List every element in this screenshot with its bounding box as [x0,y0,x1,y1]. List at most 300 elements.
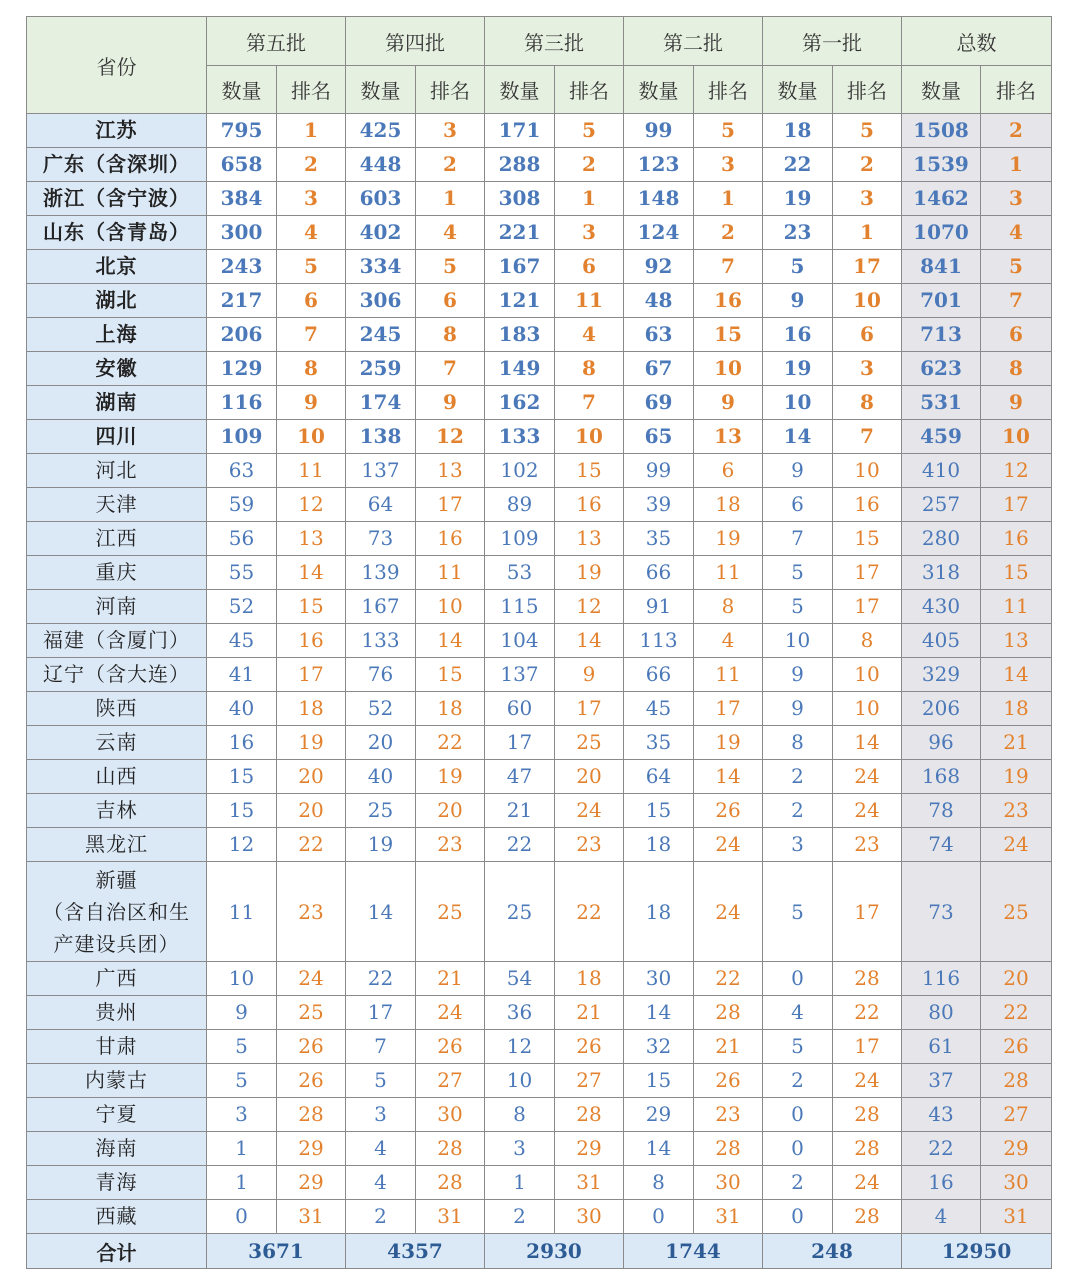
rank-cell: 17 [833,590,902,624]
rank-cell: 6 [555,250,624,284]
rank-cell: 3 [555,216,624,250]
province-cell [27,1166,207,1200]
count-cell: 22 [346,962,416,996]
table-row [27,522,1052,556]
rank-cell: 24 [416,996,485,1030]
province-cell [27,182,207,216]
table-row [27,794,1052,828]
footer-total-cell: 12950 [902,1234,1052,1269]
province-name: 湖南 [95,390,138,414]
count-cell: 410 [902,454,981,488]
count-cell: 55 [207,556,277,590]
subheader-count: 数量 [624,66,694,114]
rank-cell: 1 [277,114,346,148]
province-batch-stats-table [26,16,1052,1269]
rank-cell: 5 [981,250,1052,284]
count-cell: 1539 [902,148,981,182]
rank-cell: 9 [277,386,346,420]
rank-cell: 2 [833,148,902,182]
count-cell: 35 [624,726,694,760]
rank-cell: 1 [555,182,624,216]
count-cell: 18 [624,862,694,962]
province-name: 吉林 [95,798,138,822]
rank-cell: 18 [694,488,763,522]
count-cell: 16 [763,318,833,352]
count-cell: 4 [902,1200,981,1234]
count-cell: 61 [902,1030,981,1064]
table-row [27,1200,1052,1234]
count-cell: 2 [763,794,833,828]
count-cell: 280 [902,522,981,556]
rank-cell: 8 [833,386,902,420]
subheader-rank: 排名 [981,66,1052,114]
province-cell [27,624,207,658]
count-cell: 288 [485,148,555,182]
count-cell: 63 [207,454,277,488]
rank-cell: 28 [833,1132,902,1166]
rank-cell: 27 [416,1064,485,1098]
rank-cell: 28 [277,1098,346,1132]
count-cell: 7 [346,1030,416,1064]
count-cell: 30 [624,962,694,996]
province-name: 广西 [95,966,138,990]
province-cell [27,488,207,522]
count-cell: 603 [346,182,416,216]
count-cell: 9 [763,454,833,488]
province-cell [27,794,207,828]
province-name: 山东（含青岛） [43,220,190,244]
rank-cell: 21 [416,962,485,996]
rank-cell: 28 [833,962,902,996]
count-cell: 162 [485,386,555,420]
count-cell: 137 [485,658,555,692]
rank-cell: 6 [416,284,485,318]
count-cell: 384 [207,182,277,216]
province-cell [27,352,207,386]
province-name: 内蒙古 [85,1068,148,1092]
count-cell: 137 [346,454,416,488]
rank-cell: 3 [981,182,1052,216]
count-cell: 1508 [902,114,981,148]
province-cell [27,962,207,996]
count-cell: 14 [346,862,416,962]
rank-cell: 24 [277,962,346,996]
rank-cell: 28 [694,1132,763,1166]
rank-cell: 15 [694,318,763,352]
table-header [27,17,1052,114]
count-cell: 9 [763,284,833,318]
rank-cell: 7 [555,386,624,420]
rank-cell: 24 [981,828,1052,862]
rank-cell: 29 [981,1132,1052,1166]
count-cell: 64 [624,760,694,794]
count-cell: 334 [346,250,416,284]
province-name: 安徽 [95,356,138,380]
rank-cell: 10 [694,352,763,386]
province-name: 宁夏 [95,1102,138,1126]
province-name: 天津 [95,492,138,516]
count-cell: 25 [346,794,416,828]
count-cell: 104 [485,624,555,658]
footer-label: 合计 [27,1234,207,1269]
table-row [27,148,1052,182]
count-cell: 133 [485,420,555,454]
rank-cell: 17 [833,862,902,962]
rank-cell: 14 [833,726,902,760]
province-name: （含自治区和生 [43,899,190,924]
province-name: 广东（含深圳） [43,152,190,176]
count-cell: 167 [346,590,416,624]
rank-cell: 19 [981,760,1052,794]
province-name: 青海 [95,1170,138,1194]
province-name: 河南 [95,594,138,618]
rank-cell: 22 [833,996,902,1030]
count-cell: 8 [624,1166,694,1200]
rank-cell: 10 [833,284,902,318]
table-row [27,962,1052,996]
rank-cell: 22 [981,996,1052,1030]
count-cell: 41 [207,658,277,692]
count-cell: 14 [763,420,833,454]
table-row [27,658,1052,692]
table-row [27,250,1052,284]
province-name: 重庆 [95,560,138,584]
rank-cell: 3 [416,114,485,148]
count-cell: 47 [485,760,555,794]
rank-cell: 17 [833,250,902,284]
table-row [27,692,1052,726]
rank-cell: 26 [694,1064,763,1098]
rank-cell: 11 [694,556,763,590]
table-row [27,318,1052,352]
count-cell: 0 [763,962,833,996]
count-cell: 168 [902,760,981,794]
rank-cell: 28 [416,1132,485,1166]
count-cell: 124 [624,216,694,250]
rank-cell: 10 [555,420,624,454]
count-cell: 138 [346,420,416,454]
count-cell: 133 [346,624,416,658]
rank-cell: 31 [694,1200,763,1234]
rank-cell: 25 [416,862,485,962]
rank-cell: 13 [694,420,763,454]
count-cell: 22 [763,148,833,182]
province-name: 福建（含厦门） [43,628,190,652]
rank-cell: 2 [555,148,624,182]
count-cell: 10 [763,624,833,658]
rank-cell: 19 [555,556,624,590]
count-cell: 10 [485,1064,555,1098]
count-cell: 16 [207,726,277,760]
count-cell: 37 [902,1064,981,1098]
count-cell: 5 [763,862,833,962]
rank-cell: 22 [555,862,624,962]
rank-cell: 13 [555,522,624,556]
rank-cell: 4 [277,216,346,250]
province-cell [27,420,207,454]
rank-cell: 28 [416,1166,485,1200]
rank-cell: 26 [277,1064,346,1098]
rank-cell: 19 [694,726,763,760]
footer-total-cell: 248 [763,1234,902,1269]
count-cell: 69 [624,386,694,420]
rank-cell: 17 [555,692,624,726]
count-cell: 19 [763,182,833,216]
province-cell [27,556,207,590]
province-cell [27,522,207,556]
count-cell: 2 [485,1200,555,1234]
province-name: 海南 [95,1136,138,1160]
count-cell: 89 [485,488,555,522]
rank-cell: 13 [981,624,1052,658]
count-cell: 121 [485,284,555,318]
rank-cell: 4 [694,624,763,658]
rank-cell: 8 [694,590,763,624]
count-cell: 35 [624,522,694,556]
count-cell: 4 [346,1166,416,1200]
count-cell: 713 [902,318,981,352]
rank-cell: 26 [416,1030,485,1064]
rank-cell: 10 [277,420,346,454]
province-cell [27,828,207,862]
province-name: 云南 [95,730,138,754]
province-name: 产建设兵团） [53,931,180,956]
rank-cell: 24 [833,760,902,794]
rank-cell: 6 [981,318,1052,352]
rank-cell: 8 [833,624,902,658]
count-cell: 12 [207,828,277,862]
count-cell: 0 [763,1200,833,1234]
rank-cell: 31 [981,1200,1052,1234]
count-cell: 21 [485,794,555,828]
rank-cell: 16 [555,488,624,522]
rank-cell: 9 [694,386,763,420]
rank-cell: 23 [277,862,346,962]
province-cell [27,1064,207,1098]
province-name: 西藏 [95,1204,138,1228]
subheader-count: 数量 [207,66,277,114]
count-cell: 3 [346,1098,416,1132]
count-cell: 3 [485,1132,555,1166]
count-cell: 25 [485,862,555,962]
count-cell: 20 [346,726,416,760]
rank-cell: 10 [416,590,485,624]
province-name: 辽宁（含大连） [43,662,190,686]
rank-cell: 4 [416,216,485,250]
footer-total-cell: 2930 [485,1234,624,1269]
count-cell: 80 [902,996,981,1030]
rank-cell: 29 [277,1166,346,1200]
count-cell: 623 [902,352,981,386]
count-cell: 10 [763,386,833,420]
count-cell: 23 [763,216,833,250]
count-cell: 40 [207,692,277,726]
count-cell: 73 [346,522,416,556]
count-cell: 259 [346,352,416,386]
subheader-count: 数量 [902,66,981,114]
table-row [27,420,1052,454]
rank-cell: 24 [833,1064,902,1098]
rank-cell: 2 [416,148,485,182]
rank-cell: 10 [833,454,902,488]
rank-cell: 23 [694,1098,763,1132]
province-name: 江苏 [95,118,138,142]
table-row [27,1098,1052,1132]
count-cell: 5 [763,590,833,624]
rank-cell: 17 [416,488,485,522]
rank-cell: 26 [981,1030,1052,1064]
rank-cell: 12 [981,454,1052,488]
count-cell: 64 [346,488,416,522]
rank-cell: 30 [416,1098,485,1132]
rank-cell: 7 [981,284,1052,318]
rank-cell: 9 [416,386,485,420]
count-cell: 3 [763,828,833,862]
rank-cell: 11 [416,556,485,590]
rank-cell: 26 [555,1030,624,1064]
rank-cell: 24 [555,794,624,828]
rank-cell: 16 [277,624,346,658]
rank-cell: 21 [981,726,1052,760]
count-cell: 60 [485,692,555,726]
rank-cell: 17 [833,1030,902,1064]
rank-cell: 13 [416,454,485,488]
rank-cell: 1 [833,216,902,250]
province-cell [27,996,207,1030]
count-cell: 318 [902,556,981,590]
count-cell: 76 [346,658,416,692]
rank-cell: 31 [277,1200,346,1234]
table-row [27,760,1052,794]
rank-cell: 7 [694,250,763,284]
rank-cell: 5 [694,114,763,148]
count-cell: 148 [624,182,694,216]
rank-cell: 12 [416,420,485,454]
rank-cell: 28 [833,1098,902,1132]
count-cell: 3 [207,1098,277,1132]
count-cell: 45 [624,692,694,726]
rank-cell: 8 [981,352,1052,386]
rank-cell: 30 [981,1166,1052,1200]
count-cell: 17 [485,726,555,760]
rank-cell: 3 [833,182,902,216]
count-cell: 0 [763,1132,833,1166]
rank-cell: 24 [694,828,763,862]
count-cell: 1070 [902,216,981,250]
count-cell: 4 [346,1132,416,1166]
table-row [27,114,1052,148]
rank-cell: 27 [555,1064,624,1098]
count-cell: 0 [763,1098,833,1132]
table-row [27,556,1052,590]
count-cell: 14 [624,996,694,1030]
count-cell: 5 [763,1030,833,1064]
rank-cell: 6 [694,454,763,488]
count-cell: 43 [902,1098,981,1132]
count-cell: 2 [763,760,833,794]
province-name: 湖北 [95,288,138,312]
province-name: 新疆 [95,867,138,892]
rank-cell: 2 [981,114,1052,148]
count-cell: 19 [346,828,416,862]
province-cell [27,726,207,760]
count-cell: 129 [207,352,277,386]
count-cell: 448 [346,148,416,182]
table-footer [27,1234,1052,1269]
province-cell [27,318,207,352]
header-batch-4: 第四批 [346,17,485,66]
count-cell: 40 [346,760,416,794]
count-cell: 183 [485,318,555,352]
rank-cell: 17 [833,556,902,590]
rank-cell: 2 [694,216,763,250]
count-cell: 5 [207,1030,277,1064]
province-name: 山西 [95,764,138,788]
rank-cell: 5 [277,250,346,284]
rank-cell: 3 [694,148,763,182]
count-cell: 66 [624,556,694,590]
count-cell: 48 [624,284,694,318]
subheader-rank: 排名 [694,66,763,114]
rank-cell: 16 [981,522,1052,556]
rank-cell: 8 [277,352,346,386]
rank-cell: 11 [277,454,346,488]
rank-cell: 14 [694,760,763,794]
count-cell: 99 [624,454,694,488]
rank-cell: 23 [555,828,624,862]
province-cell [27,1098,207,1132]
count-cell: 67 [624,352,694,386]
province-cell [27,386,207,420]
province-cell [27,250,207,284]
rank-cell: 14 [416,624,485,658]
count-cell: 5 [763,250,833,284]
rank-cell: 23 [416,828,485,862]
rank-cell: 20 [277,794,346,828]
province-name: 黑龙江 [85,832,148,856]
rank-cell: 4 [981,216,1052,250]
count-cell: 701 [902,284,981,318]
rank-cell: 17 [981,488,1052,522]
rank-cell: 15 [981,556,1052,590]
rank-cell: 10 [981,420,1052,454]
table-row [27,1132,1052,1166]
rank-cell: 9 [981,386,1052,420]
count-cell: 15 [624,794,694,828]
rank-cell: 17 [694,692,763,726]
rank-cell: 28 [555,1098,624,1132]
rank-cell: 4 [555,318,624,352]
rank-cell: 13 [277,522,346,556]
subheader-rank: 排名 [555,66,624,114]
count-cell: 53 [485,556,555,590]
subheader-rank: 排名 [416,66,485,114]
count-cell: 45 [207,624,277,658]
province-cell [27,1132,207,1166]
subheader-count: 数量 [763,66,833,114]
province-name: 甘肃 [95,1034,138,1058]
count-cell: 221 [485,216,555,250]
count-cell: 113 [624,624,694,658]
count-cell: 12 [485,1030,555,1064]
rank-cell: 1 [694,182,763,216]
count-cell: 329 [902,658,981,692]
table-body [27,114,1052,1234]
rank-cell: 19 [416,760,485,794]
rank-cell: 5 [555,114,624,148]
count-cell: 115 [485,590,555,624]
count-cell: 402 [346,216,416,250]
